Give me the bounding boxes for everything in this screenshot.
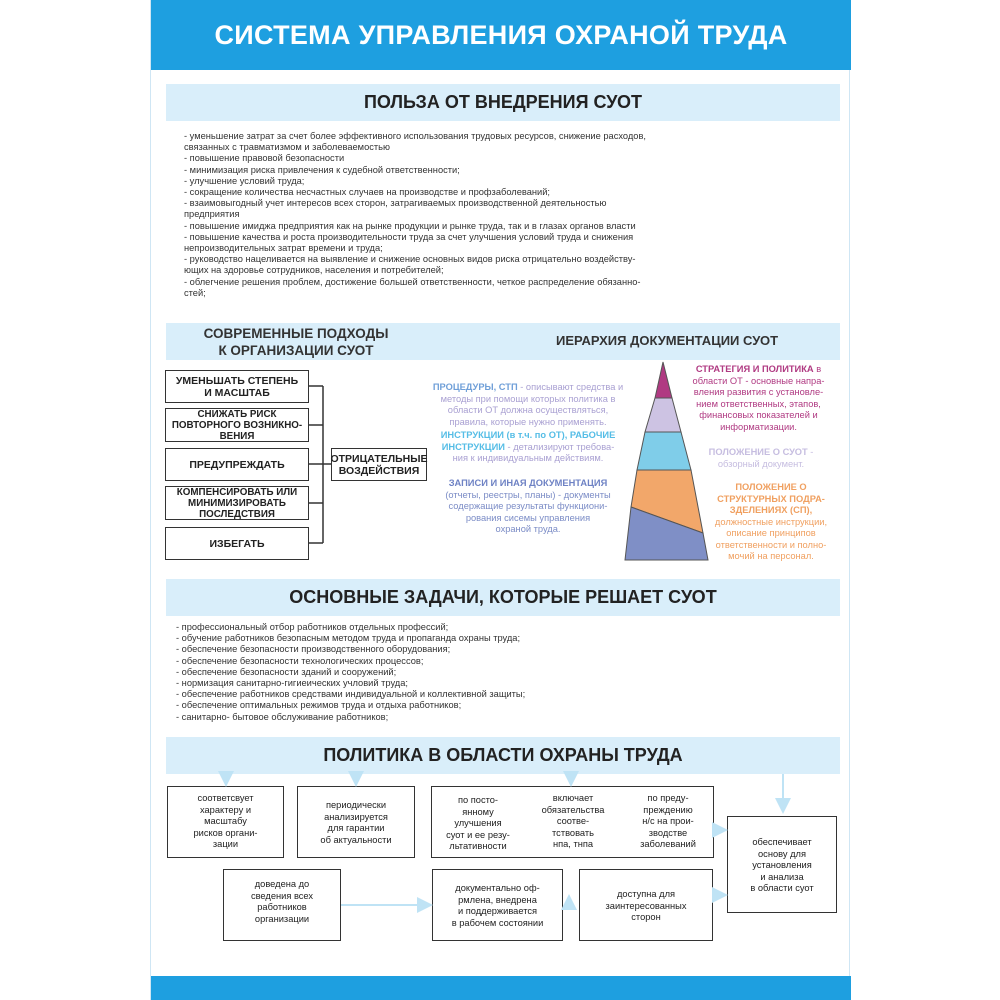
hierarchy-heading: ИЕРАРХИЯ ДОКУМЕНТАЦИИ СУОТ [556, 333, 779, 348]
list-item: - обеспечение безопасности зданий и сооружений; [176, 666, 397, 677]
approach-box: ИЗБЕГАТЬ [165, 527, 309, 560]
list-item: - обеспечение безопасности производственного оборудования; [176, 644, 451, 655]
list-item: - профессиональный отбор работников отдельных профессий; [176, 622, 449, 632]
bottom-bar [151, 976, 851, 1000]
approach-box: ПРЕДУПРЕЖДАТЬ [165, 448, 309, 481]
list-item: - улучшение условий труда; [184, 175, 305, 186]
procedures-desc: - описывают средства и методы при помощи которых политика в области ОТ должна осуществляться, правила, которые нужно применять. [440, 382, 624, 427]
list-item: - сокращение количества несчастных случаев на производстве и профзаболеваний; [184, 187, 550, 198]
list-item: - руководство нацеливается на выявление и снижение основных видов риска отрицательно воздейству- ющих на здоровье сотрудников, населения и потребителей; [184, 254, 636, 276]
policy-box-text: включает обязательства соотве- тствовать нпа, тнпа [541, 793, 605, 849]
records-title: ЗАПИСИ И ИНАЯ ДОКУМЕНТАЦИЯ [448, 478, 608, 488]
list-item: - повышение имиджа предприятия как на рынке продукции и рынке труда, так и в глазах органов власти [184, 220, 636, 231]
policy-heading: ПОЛИТИКА В ОБЛАСТИ ОХРАНЫ ТРУДА [166, 737, 840, 774]
regulation-title: ПОЛОЖЕНИЕ О СУОТ [708, 447, 808, 457]
policy-box-text: соответсвует характеру и масштабу рисков органи- зации [193, 793, 258, 849]
policy-box-text: доведена до сведения всех работников организации [250, 879, 314, 924]
list-item: - минимизация риска привлечения к судебной ответственности; [184, 164, 460, 175]
list-item: - обучение работников безопасным методом труда и пропаганда охраны труда; [176, 633, 521, 644]
policy-box-text: документально оф- рмлена, внедрена и поддерживается в рабочем состоянии [451, 883, 544, 928]
list-item: - обеспечение оптимальных режимов труда и отдыха работников; [176, 700, 462, 711]
list-item: - взаимовыгодный учет интересов всех сторон, затрагиваемых производственной деятельностью предприятия [184, 198, 607, 220]
procedures-title: ПРОЦЕДУРЫ, СТП [432, 382, 518, 392]
records-desc: (отчеты, реестры, планы) - документы содержащие результаты функциони- рования сисемы управления охраной труда. [445, 489, 611, 534]
poster [150, 0, 850, 1000]
tasks-heading: ОСНОВНЫЕ ЗАДАЧИ, КОТОРЫЕ РЕШАЕТ СУОТ [166, 579, 840, 616]
policy-box-text: по посто- янному улучшения суот и ее резу- льтативности [446, 795, 510, 851]
list-item: - повышение правовой безопасности [184, 153, 345, 164]
list-item: - нормизация санитарно-гигиеических учловий труда; [176, 678, 408, 689]
instructions-desc: - детализируют требова- ния к индивидуальным действиям. [452, 441, 615, 463]
negative-impacts-box: ОТРИЦАТЕЛЬНЫЕ ВОЗДЕЙСТВИЯ [331, 448, 427, 481]
strategy-title: СТРАТЕГИЯ И ПОЛИТИКА [695, 364, 814, 374]
list-item: - санитарно- бытовое обслуживание работников; [176, 711, 389, 722]
policy-box-text: доступна для заинтересованных сторон [605, 889, 687, 922]
page-title: СИСТЕМА УПРАВЛЕНИЯ ОХРАНОЙ ТРУДА [151, 0, 851, 70]
policy-arrows [151, 0, 851, 1000]
strategy-desc: в области ОТ - основные напра- вления развития с установле- нием ответственных, этапов, финансовых показателей и информатизации. [692, 364, 825, 432]
list-item: - облегчение решения проблем, достижение большей ответственности, четкое распределение обязанно- стей; [184, 276, 641, 298]
benefits-heading: ПОЛЬЗА ОТ ВНЕДРЕНИЯ СУОТ [166, 84, 840, 121]
approaches-heading: СОВРЕМЕННЫЕ ПОДХОДЫ К ОРГАНИЗАЦИИ СУОТ [203, 326, 389, 358]
policy-box-text: по преду- преждению н/с на прои- зводстве заболеваний [640, 793, 696, 849]
regulation-desc: - обзорный документ. [717, 447, 814, 469]
list-item: - обеспечение безопасности технологических процессов; [176, 655, 424, 666]
units-title: ПОЛОЖЕНИЕ О СТРУКТУРНЫХ ПОДРА- ЗДЕЛЕНИЯХ (СП), [717, 482, 825, 515]
list-item: - повышение качества и роста производительности труда за счет улучшения условий труда и снижения непроизводительных затрат времени и труда; [184, 231, 634, 254]
approach-box: КОМПЕНСИРОВАТЬ ИЛИ МИНИМИЗИРОВАТЬ ПОСЛЕДСТВИЯ [165, 486, 309, 520]
list-item: - обеспечение работников средствами индивидуальной и коллективной защиты; [176, 689, 526, 700]
policy-box-text: обеспечивает основу для установления и анализа в области суот [750, 837, 814, 893]
policy-box-text: периодически анализируется для гарантии об актуальности [320, 800, 392, 845]
approach-box: УМЕНЬШАТЬ СТЕПЕНЬ И МАСШТАБ [165, 370, 309, 403]
approach-box: СНИЖАТЬ РИСК ПОВТОРНОГО ВОЗНИКНО- ВЕНИЯ [165, 408, 309, 442]
list-item: - уменьшение затрат за счет более эффективного использования трудовых ресурсов, снижение расходов, связанных с травматизмом и заболеваемостью [184, 131, 646, 153]
units-desc: должностные инструкции, описание принципов ответственности и полно- мочий на персонал. [714, 516, 828, 561]
instructions-title: ИНСТРУКЦИИ (в т.ч. по ОТ), РАБОЧИЕ ИНСТРУКЦИИ [440, 430, 616, 452]
